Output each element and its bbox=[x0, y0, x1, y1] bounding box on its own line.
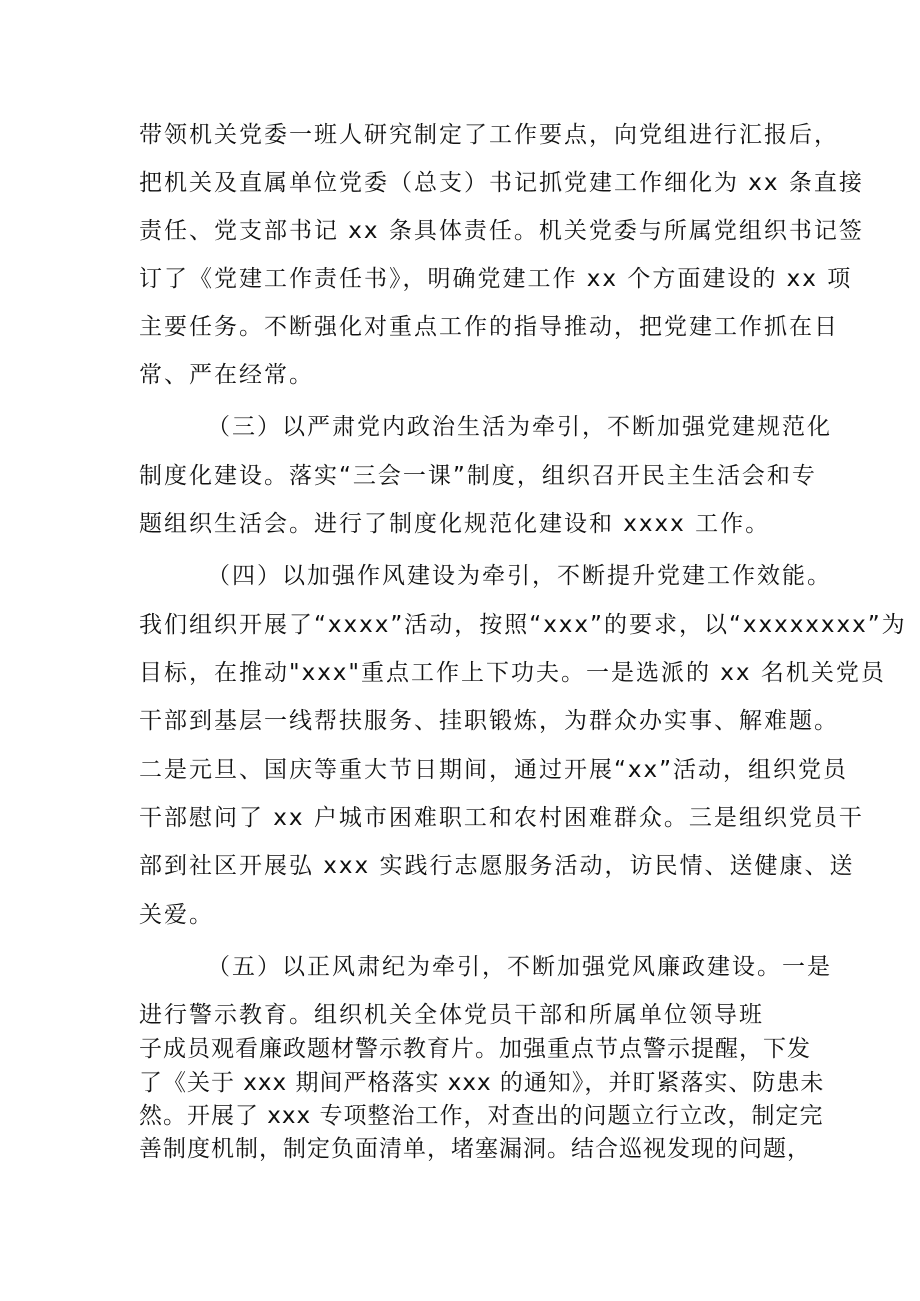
section-heading-line: （三）以严肃党内政治生活为牵引，不断加强党建规范化 bbox=[207, 414, 832, 440]
text-line: 订了《党建工作责任书》，明确党建工作 xx 个方面建设的 xx 项 bbox=[139, 266, 853, 292]
text-line: 制度化建设。落实“三会一课”制度，组织召开民主生活会和专 bbox=[139, 463, 817, 489]
text-line: 目标，在推动"xxx"重点工作上下功夫。一是选派的 xx 名机关党员 bbox=[139, 660, 886, 686]
text-line: 我们组织开展了“xxxx”活动，按照“xxx”的要求，以“xxxxxxxx”为 bbox=[139, 612, 907, 638]
text-line: 然。开展了 xxx 专项整治工作，对查出的问题立行立改，制定完 bbox=[139, 1103, 824, 1129]
text-line: 部到社区开展弘 xxx 实践行志愿服务活动，访民情、送健康、送 bbox=[139, 853, 855, 879]
text-line: 干部慰问了 xx 户城市困难职工和农村困难群众。三是组织党员干 bbox=[139, 805, 864, 831]
text-line: 了《关于 xxx 期间严格落实 xxx 的通知》，并盯紧落实、防患未 bbox=[139, 1070, 825, 1096]
section-heading-line: （五）以正风肃纪为牵引，不断加强党风廉政建设。一是 bbox=[207, 954, 832, 980]
text-line: 带领机关党委一班人研究制定了工作要点，向党组进行汇报后， bbox=[139, 122, 839, 148]
text-line: 题组织生活会。进行了制度化规范化建设和 xxxx 工作。 bbox=[139, 511, 771, 537]
text-line: 把机关及直属单位党委（总支）书记抓党建工作细化为 xx 条直接 bbox=[139, 170, 864, 196]
text-line: 子成员观看廉政题材警示教育片。加强重点节点警示提醒，下发 bbox=[139, 1036, 811, 1062]
text-line: 善制度机制，制定负面清单，堵塞漏洞。结合巡视发现的问题， bbox=[139, 1136, 811, 1162]
text-line: 责任、党支部书记 xx 条具体责任。机关党委与所属党组织书记签 bbox=[139, 218, 864, 244]
text-line: 进行警示教育。组织机关全体党员干部和所属单位领导班 bbox=[139, 1002, 764, 1028]
text-line: 关爱。 bbox=[139, 902, 214, 928]
section-heading-line: （四）以加强作风建设为牵引，不断提升党建工作效能。 bbox=[207, 563, 832, 589]
text-line: 二是元旦、国庆等重大节日期间，通过开展“xx”活动，组织党员 bbox=[139, 757, 849, 783]
text-line: 主要任务。不断强化对重点工作的指导推动，把党建工作抓在日 bbox=[139, 314, 839, 340]
text-line: 常、严在经常。 bbox=[139, 362, 314, 388]
text-line: 干部到基层一线帮扶服务、挂职锻炼，为群众办实事、解难题。 bbox=[139, 708, 839, 734]
